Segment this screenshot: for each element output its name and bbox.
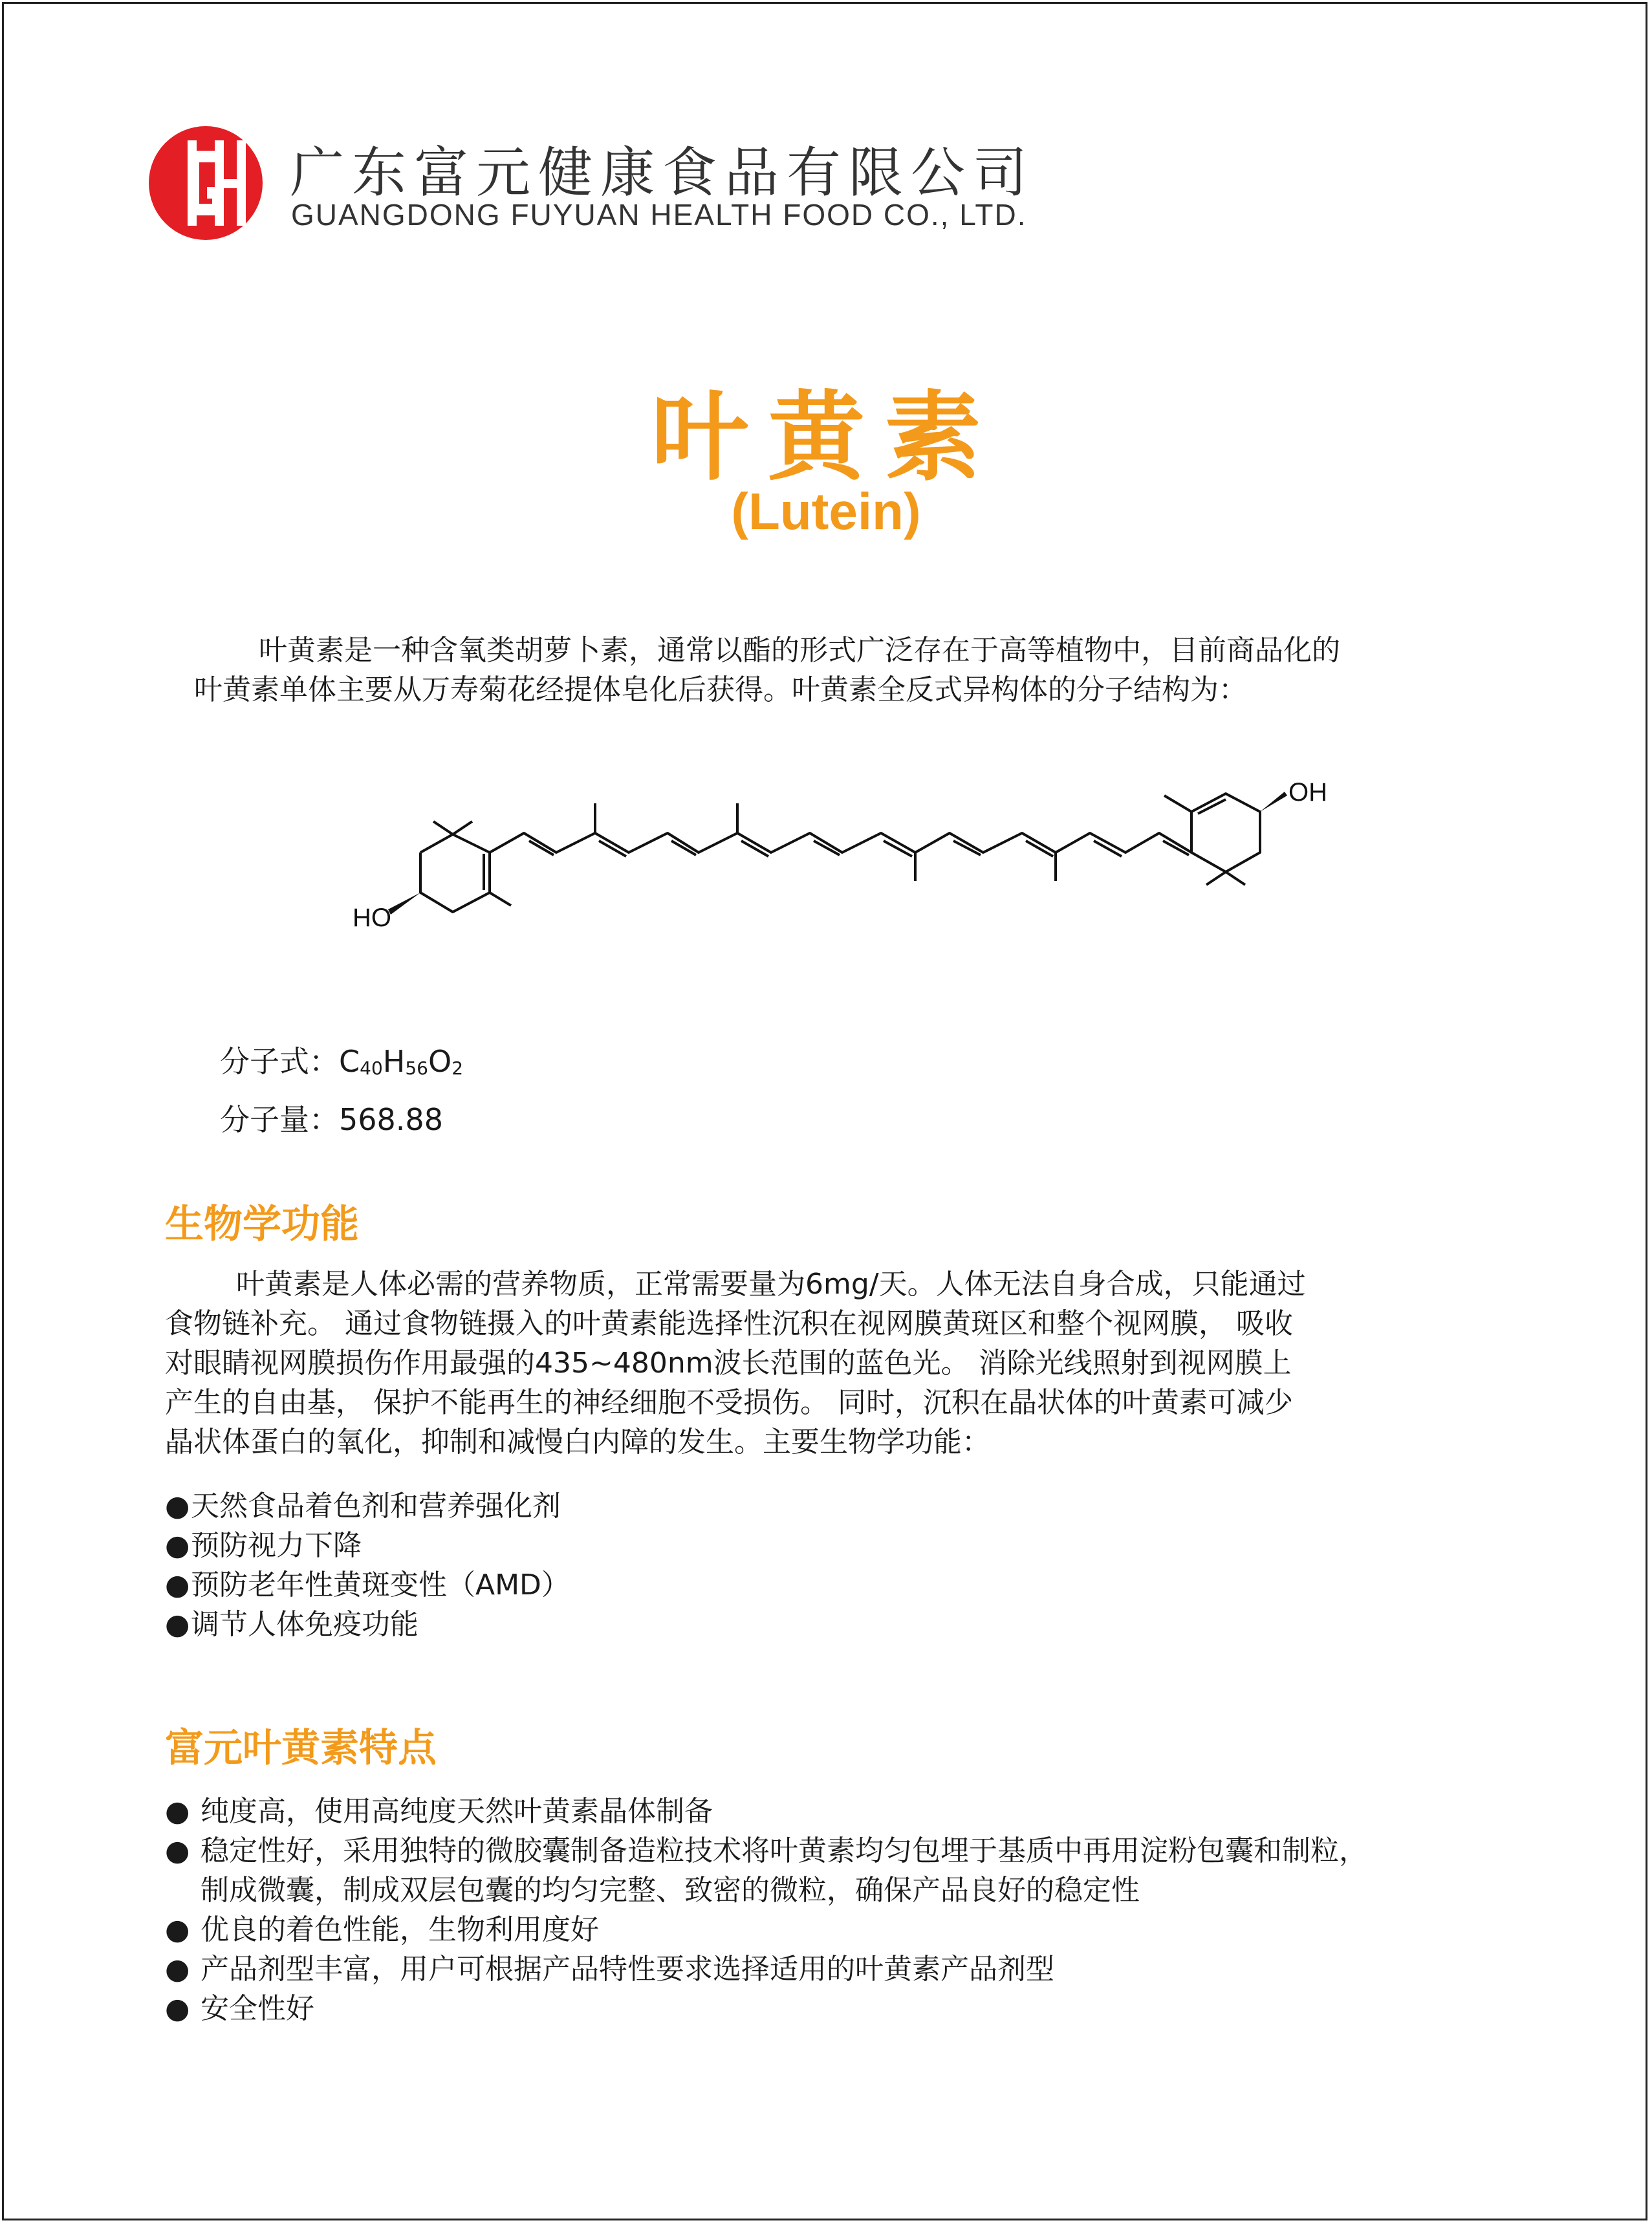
list-item: ● 纯度高，使用高纯度天然叶黄素晶体制备: [165, 1795, 713, 1828]
page-title: 叶黄素: [651, 382, 1001, 494]
molecular-formula: [220, 1038, 463, 1081]
molecular-weight: [220, 1096, 443, 1139]
list-item: ● 优良的着色性能，生物利用度好: [165, 1913, 599, 1946]
bio-function-heading: 生物学功能: [165, 1202, 359, 1247]
list-item: ● 产品剂型丰富，用户可根据产品特性要求选择适用的叶黄素产品剂型: [165, 1953, 1054, 1986]
weight-label: 分子量：: [220, 1102, 339, 1137]
page-subtitle: (Lutein): [731, 483, 921, 540]
list-item: ● 稳定性好，采用独特的微胶囊制备造粒技术将叶黄素均匀包埋于基质中再用淀粉包囊和制粒，: [165, 1834, 1367, 1867]
oh-label-left: HO: [353, 904, 391, 932]
list-item-continuation: 制成微囊，制成双层包囊的均匀完整、致密的微粒，确保产品良好的稳定性: [201, 1874, 1140, 1907]
fuyuan-logo-icon: [147, 125, 264, 241]
formula-o: O: [428, 1044, 452, 1079]
company-name-cn: 广东富元健康食品有限公司: [290, 141, 1036, 204]
intro-line-2: 叶黄素单体主要从万寿菊花经提体皂化后获得。叶黄素全反式异构体的分子结构为：: [194, 673, 1247, 706]
intro-paragraph: [194, 631, 1488, 710]
list-item: ●预防视力下降: [165, 1529, 362, 1562]
list-item: ● 安全性好: [165, 1992, 314, 2025]
weight-value: 568.88: [339, 1102, 443, 1137]
formula-c-count: 40: [360, 1058, 383, 1079]
formula-o-count: 2: [451, 1058, 464, 1079]
bio-function-list: [165, 1486, 570, 1644]
list-item: ●调节人体免疫功能: [165, 1608, 418, 1641]
formula-h: H: [382, 1044, 406, 1079]
list-item: ●天然食品着色剂和营养强化剂: [165, 1490, 561, 1523]
formula-label: 分子式：: [220, 1044, 339, 1079]
bio-line: 晶状体蛋白的氧化，抑制和减慢白内障的发生。主要生物学功能：: [165, 1426, 990, 1459]
formula-c: C: [339, 1044, 360, 1079]
bio-line: 产生的自由基， 保护不能再生的神经细胞不受损伤。 同时，沉积在晶状体的叶黄素可减少: [165, 1386, 1293, 1419]
list-item: ●预防老年性黄斑变性（AMD）: [165, 1568, 570, 1601]
formula-h-count: 56: [405, 1058, 428, 1079]
bio-line: 叶黄素是人体必需的营养物质，正常需要量为6mg/天。人体无法自身合成，只能通过: [236, 1268, 1306, 1301]
company-name-en: GUANGDONG FUYUAN HEALTH FOOD CO., LTD.: [291, 198, 1027, 232]
features-list: [165, 1792, 1367, 2028]
intro-line-1: 叶黄素是一种含氧类胡萝卜素，通常以酯的形式广泛存在于高等植物中，目前商品化的: [259, 634, 1340, 667]
bio-function-paragraph: [165, 1264, 1523, 1462]
features-heading: 富元叶黄素特点: [165, 1726, 437, 1771]
lutein-molecular-structure: [336, 757, 1327, 964]
oh-label-right: OH: [1288, 778, 1327, 807]
bio-line: 食物链补充。 通过食物链摄入的叶黄素能选择性沉积在视网膜黄斑区和整个视网膜， 吸收: [165, 1307, 1293, 1340]
bio-line: 对眼睛视网膜损伤作用最强的435~480nm波长范围的蓝色光。 消除光线照射到视网膜上: [165, 1347, 1292, 1380]
